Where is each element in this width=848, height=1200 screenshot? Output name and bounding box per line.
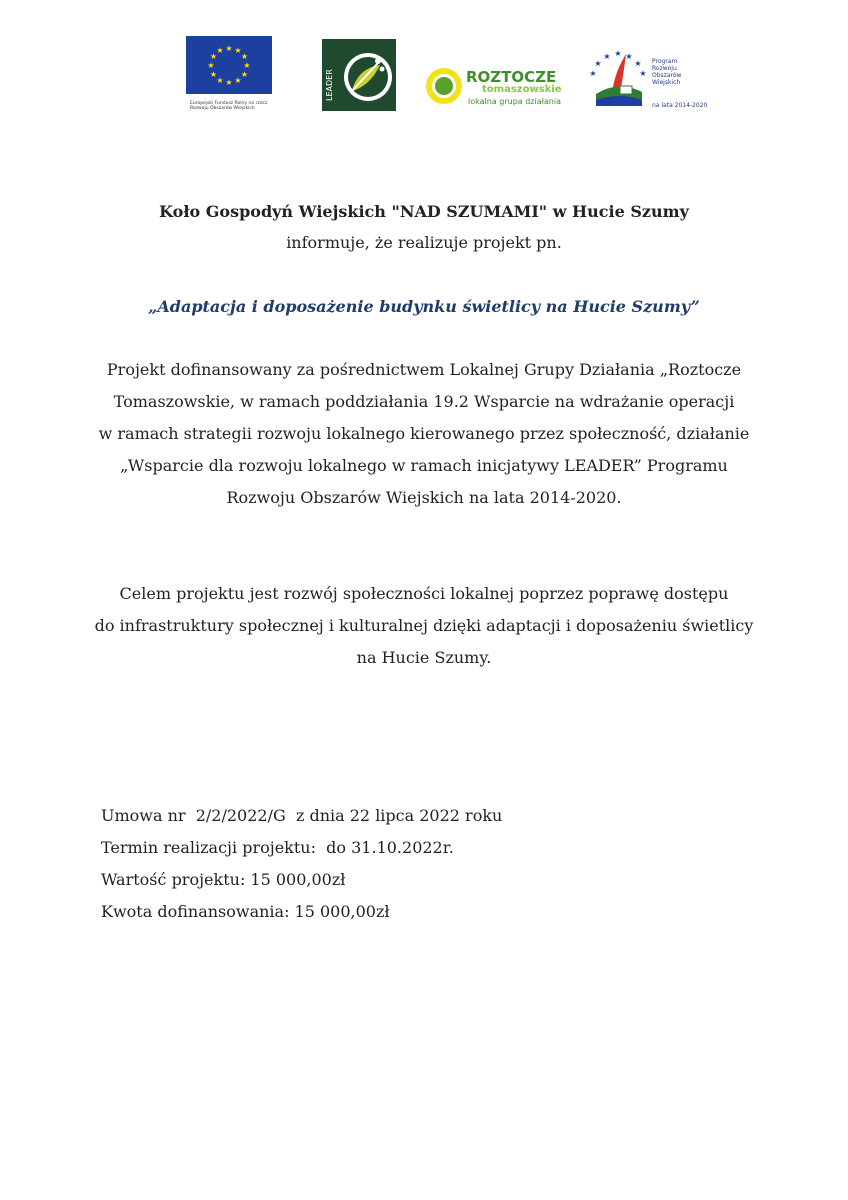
svg-text:★: ★: [234, 46, 242, 55]
svg-text:★: ★: [594, 59, 602, 68]
svg-text:★: ★: [614, 49, 622, 58]
leader-logo: [322, 39, 396, 111]
leader-text: LEADER: [325, 69, 334, 101]
funding-paragraph: [0, 354, 848, 514]
eu-caption: Europejski Fundusz Rolny na rzecz Rozwoju Obszarów Wiejskich: [190, 101, 268, 111]
prow-emblem-icon: [586, 46, 650, 112]
funding-line: Tomaszowskie, w ramach poddziałania 19.2 Wsparcie na wdrażanie operacji: [113, 392, 735, 411]
goal-line: do infrastruktury społecznej i kulturalnej dzięki adaptacji i doposażeniu świetlicy: [94, 616, 754, 635]
organization-name: Koło Gospodyń Wiejskich "NAD SZUMAMI" w Hucie Szumy: [159, 202, 689, 221]
svg-text:★: ★: [209, 70, 218, 79]
funding-line: Projekt dofinansowany za pośrednictwem Lokalnej Grupy Działania „Roztocze: [106, 360, 742, 379]
roztocze-name: ROZTOCZE: [466, 68, 557, 86]
svg-text:★: ★: [589, 69, 597, 78]
funding-line: w ramach strategii rozwoju lokalnego kierowanego przez społeczność, działanie: [98, 424, 750, 443]
roztocze-logo: [424, 64, 580, 108]
project-value: Wartość projektu: 15 000,00zł: [101, 870, 346, 889]
intro-text: informuje, że realizuje projekt pn.: [286, 233, 562, 252]
prow-years: na lata 2014-2020: [652, 102, 708, 109]
svg-text:★: ★: [216, 76, 224, 85]
funding-amount: Kwota dofinansowania: 15 000,00zł: [101, 902, 390, 921]
prow-text: Program Rozwoju Obszarów Wiejskich: [652, 58, 682, 86]
logo-bar: [0, 36, 848, 116]
project-title: „Adaptacja i doposażenie budynku świetlicy na Hucie Szumy”: [148, 297, 700, 316]
funding-line: Rozwoju Obszarów Wiejskich na lata 2014-2020.: [226, 488, 622, 507]
svg-text:★: ★: [225, 44, 233, 53]
svg-text:★: ★: [625, 52, 633, 61]
roztocze-sub: tomaszowskie: [482, 84, 562, 95]
eu-flag-icon: [186, 36, 272, 94]
contract-info: Umowa nr 2/2/2022/G z dnia 22 lipca 2022 roku: [101, 806, 503, 825]
svg-text:★: ★: [240, 70, 249, 79]
goal-line: Celem projektu jest rozwój społeczności lokalnej poprzez poprawę dostępu: [119, 584, 729, 603]
svg-text:★: ★: [209, 52, 218, 61]
sun-icon: [426, 68, 462, 104]
prow-logo: [586, 46, 714, 112]
svg-text:★: ★: [639, 69, 647, 78]
project-details: [101, 800, 502, 928]
svg-text:★: ★: [243, 61, 251, 70]
svg-text:★: ★: [603, 52, 611, 61]
svg-text:★: ★: [207, 61, 215, 70]
svg-text:★: ★: [234, 76, 242, 85]
svg-text:★: ★: [634, 59, 642, 68]
svg-text:★: ★: [216, 46, 224, 55]
funding-line: „Wsparcie dla rozwoju lokalnego w ramach inicjatywy LEADER” Programu: [120, 456, 728, 475]
goal-line: na Hucie Szumy.: [356, 648, 492, 667]
roztocze-tagline: lokalna grupa działania: [468, 97, 561, 106]
svg-text:★: ★: [240, 52, 249, 61]
goal-paragraph: [0, 578, 848, 674]
svg-text:★: ★: [225, 78, 233, 87]
deadline-info: Termin realizacji projektu: do 31.10.2022r.: [101, 838, 454, 857]
eu-logo: [186, 36, 276, 111]
leader-leaf-icon: [322, 39, 396, 111]
